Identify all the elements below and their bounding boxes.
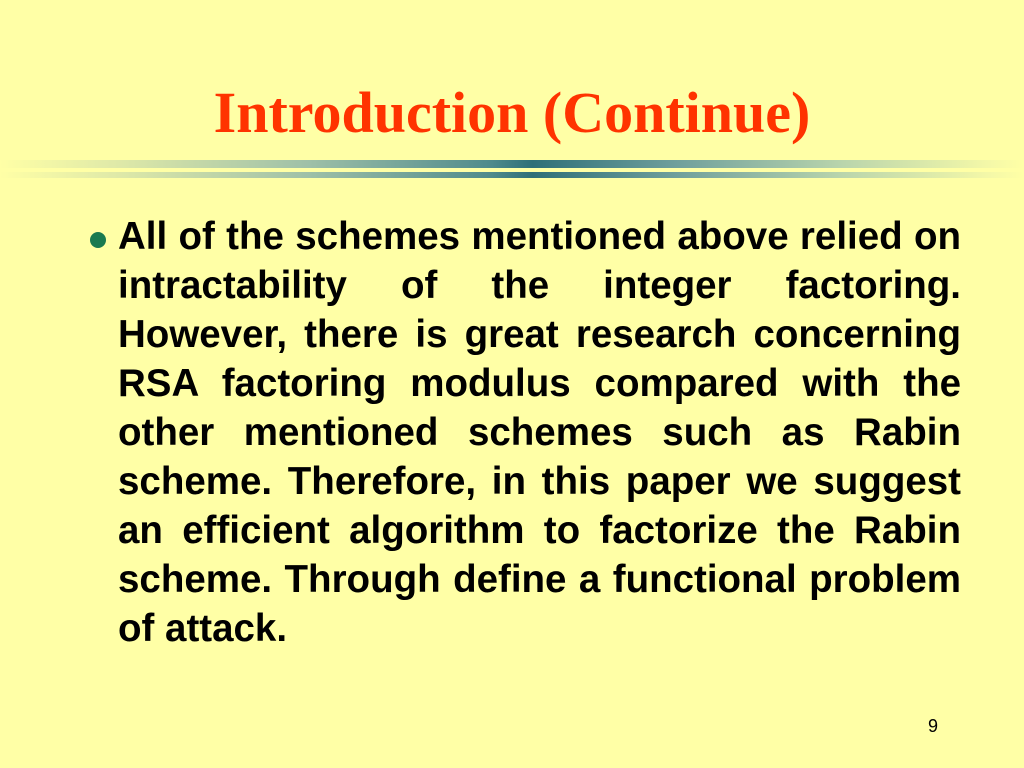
bullet-item — [80, 212, 965, 653]
page-number: 9 — [927, 716, 938, 736]
title-divider-top — [0, 160, 1024, 168]
slide-title: Introduction (Continue) — [213, 80, 811, 145]
title-divider-bottom — [0, 172, 1024, 178]
bullet-dot-icon — [90, 232, 106, 248]
bullet-text: All of the schemes mentioned above relied on intractability of the integer factoring. However, there is great research concerning RSA factoring modulus compared with the other mentioned schemes such as Rabin scheme. Therefore, in this paper we suggest an efficient algorithm to factorize the Rabin scheme. Through define a functional problem of attack. — [118, 215, 961, 650]
